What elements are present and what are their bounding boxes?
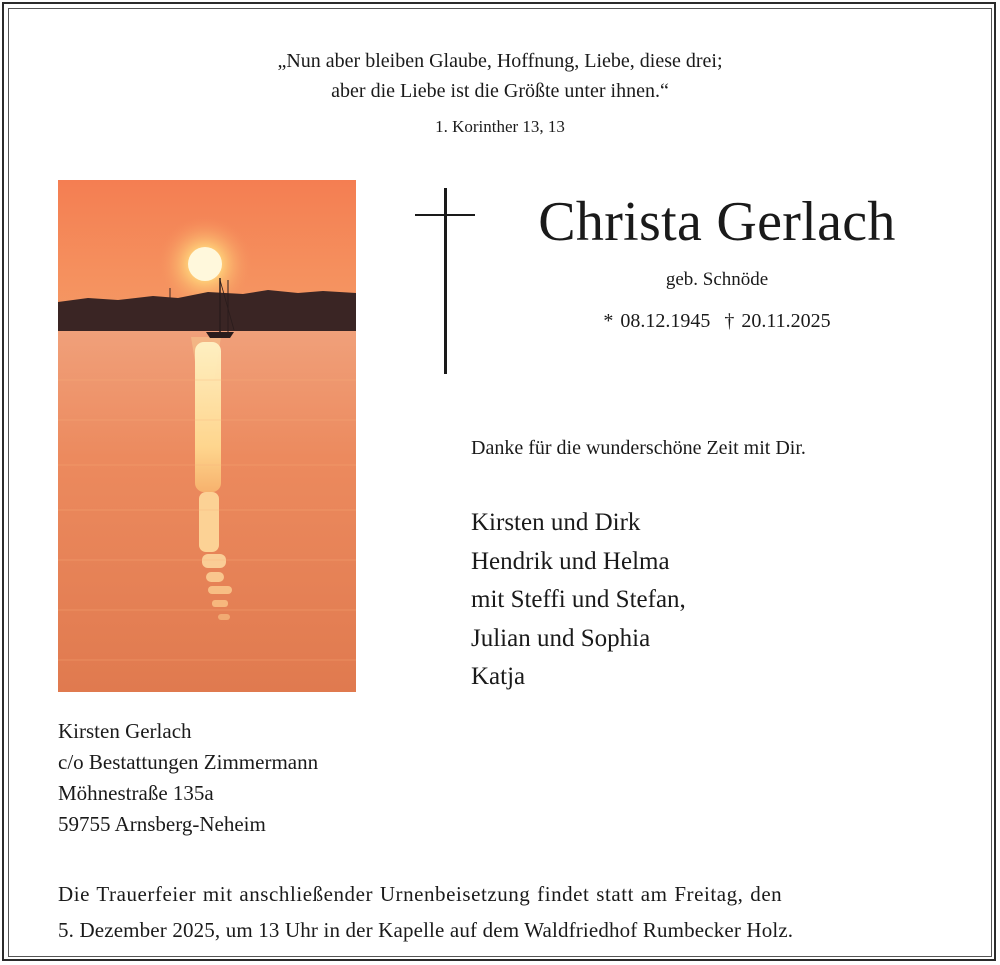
bible-quote-line-1: „Nun aber bleiben Glaube, Hoffnung, Liebe, diese drei; bbox=[277, 50, 723, 72]
birth-date: * 08.12.1945 bbox=[603, 310, 711, 332]
family-member: Kirsten und Dirk bbox=[471, 509, 641, 536]
death-date: † 20.11.2025 bbox=[724, 310, 831, 332]
thanks-message: Danke für die wunderschöne Zeit mit Dir. bbox=[471, 437, 806, 459]
family-list bbox=[471, 504, 686, 697]
funeral-notice-line-2: 5. Dezember 2025, um 13 Uhr in der Kapelle auf dem Waldfriedhof Rumbecker Holz. bbox=[58, 918, 794, 942]
family-member: Katja bbox=[471, 663, 526, 690]
contact-address bbox=[58, 716, 318, 840]
deceased-name: Christa Gerlach bbox=[538, 191, 896, 253]
address-line: c/o Bestattungen Zimmermann bbox=[58, 750, 319, 774]
life-dates bbox=[517, 306, 917, 336]
address-line: 59755 Arnsberg-Neheim bbox=[58, 812, 266, 836]
family-member: mit Steffi und Stefan, bbox=[471, 586, 686, 613]
family-member: Hendrik und Helma bbox=[471, 547, 670, 575]
funeral-notice-line-1: Die Trauerfeier mit anschließender Urnenbeisetzung findet statt am Freitag, den bbox=[58, 882, 783, 906]
family-member: Julian und Sophia bbox=[471, 624, 651, 652]
maiden-name: geb. Schnöde bbox=[665, 269, 769, 290]
address-line: Kirsten Gerlach bbox=[58, 719, 192, 743]
cross-icon bbox=[415, 188, 475, 374]
bible-quote-line-2: aber die Liebe ist die Größte unter ihnen.“ bbox=[331, 80, 669, 102]
sunset-photo bbox=[58, 180, 356, 692]
bible-reference: 1. Korinther 13, 13 bbox=[435, 117, 565, 136]
funeral-notice bbox=[58, 876, 948, 948]
address-line: Möhnestraße 135a bbox=[58, 781, 214, 805]
